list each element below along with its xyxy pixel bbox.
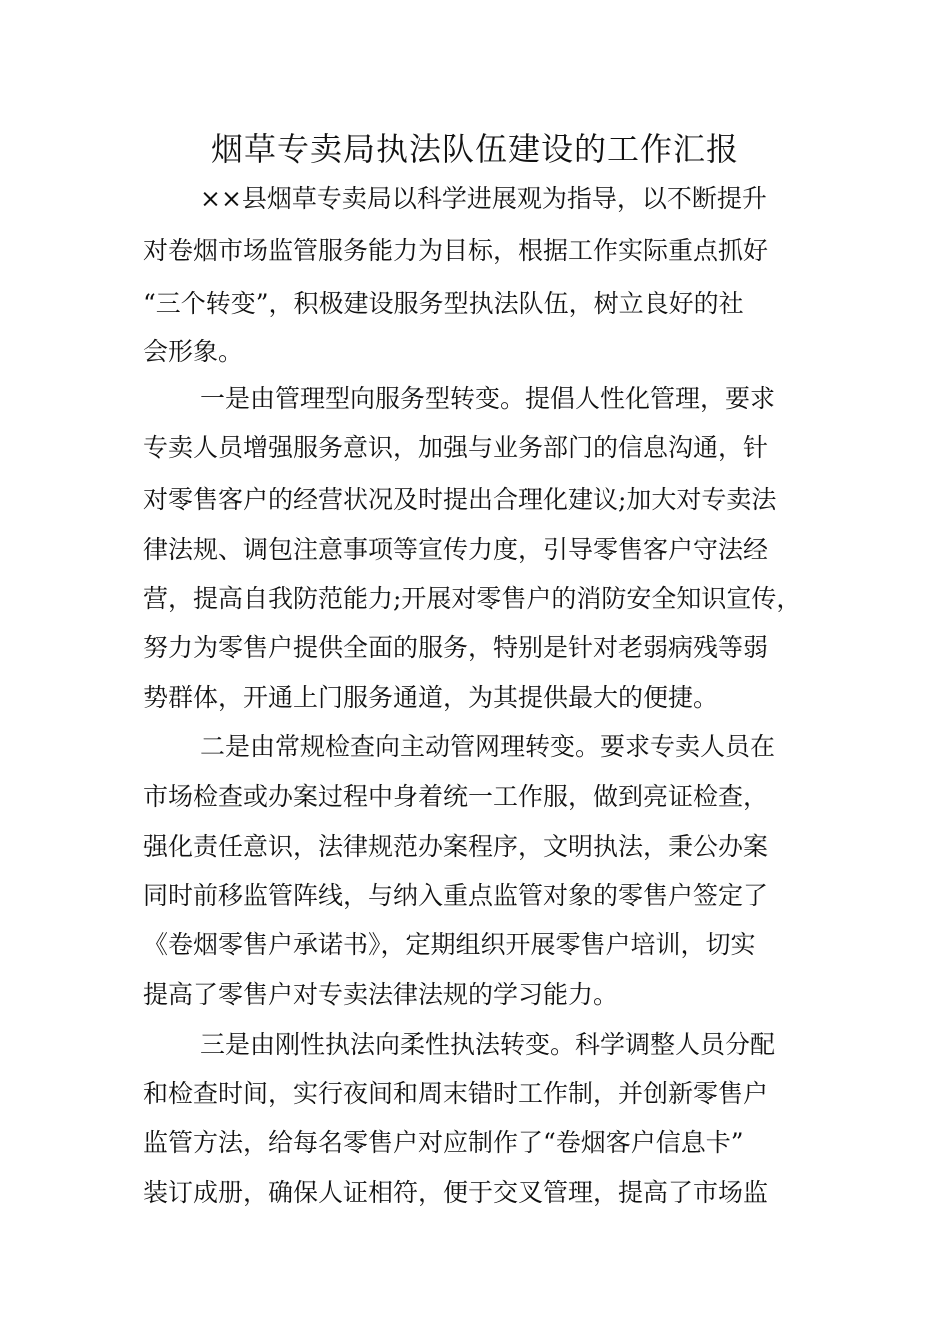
paragraph-line: “三个转变”，积极建设服务型执法队伍，树立良好的社 xyxy=(143,289,744,318)
paragraph-line: ××县烟草专卖局以科学进展观为指导，以不断提升 xyxy=(200,184,767,213)
paragraph-line: 监管方法，给每名零售户对应制作了“卷烟客户信息卡” xyxy=(143,1128,744,1157)
paragraph-line: 营，提高自我防范能力;开展对零售户的消防安全知识宣传， xyxy=(143,584,802,613)
paragraph-line: 二是由常规检查向主动管网理转变。要求专卖人员在 xyxy=(200,732,776,761)
document-title: 烟草专卖局执法队伍建设的工作汇报 xyxy=(210,130,739,168)
paragraph-line: 努力为零售户提供全面的服务，特别是针对老弱病残等弱 xyxy=(143,633,769,662)
paragraph-line: 会形象。 xyxy=(143,337,244,366)
paragraph-line: 和检查时间，实行夜间和周末错时工作制，并创新零售户 xyxy=(143,1079,769,1108)
paragraph-line: 三是由刚性执法向柔性执法转变。科学调整人员分配 xyxy=(200,1030,776,1059)
paragraph-line: 专卖人员增强服务意识，加强与业务部门的信息沟通，针 xyxy=(143,433,769,462)
paragraph-line: 《卷烟零售户承诺书》，定期组织开展零售户培训，切实 xyxy=(143,930,756,959)
paragraph-line: 市场检查或办案过程中身着统一工作服，做到亮证检查， xyxy=(143,782,769,811)
paragraph-line: 装订成册，确保人证相符，便于交叉管理，提高了市场监 xyxy=(143,1178,769,1207)
paragraph-line: 律法规、调包注意事项等宣传力度，引导零售客户守法经 xyxy=(143,535,769,564)
paragraph-line: 同时前移监管阵线，与纳入重点监管对象的零售户签定了 xyxy=(143,881,769,910)
paragraph-line: 对零售客户的经营状况及时提出合理化建议;加大对专卖法 xyxy=(143,485,777,514)
paragraph-line: 提高了零售户对专卖法律法规的学习能力。 xyxy=(143,980,619,1009)
paragraph-line: 势群体，开通上门服务通道，为其提供最大的便捷。 xyxy=(143,683,719,712)
paragraph-line: 对卷烟市场监管服务能力为目标，根据工作实际重点抓好 xyxy=(143,236,769,265)
paragraph-line: 强化责任意识，法律规范办案程序，文明执法，秉公办案 xyxy=(143,832,769,861)
paragraph-line: 一是由管理型向服务型转变。提倡人性化管理，要求 xyxy=(200,384,776,413)
